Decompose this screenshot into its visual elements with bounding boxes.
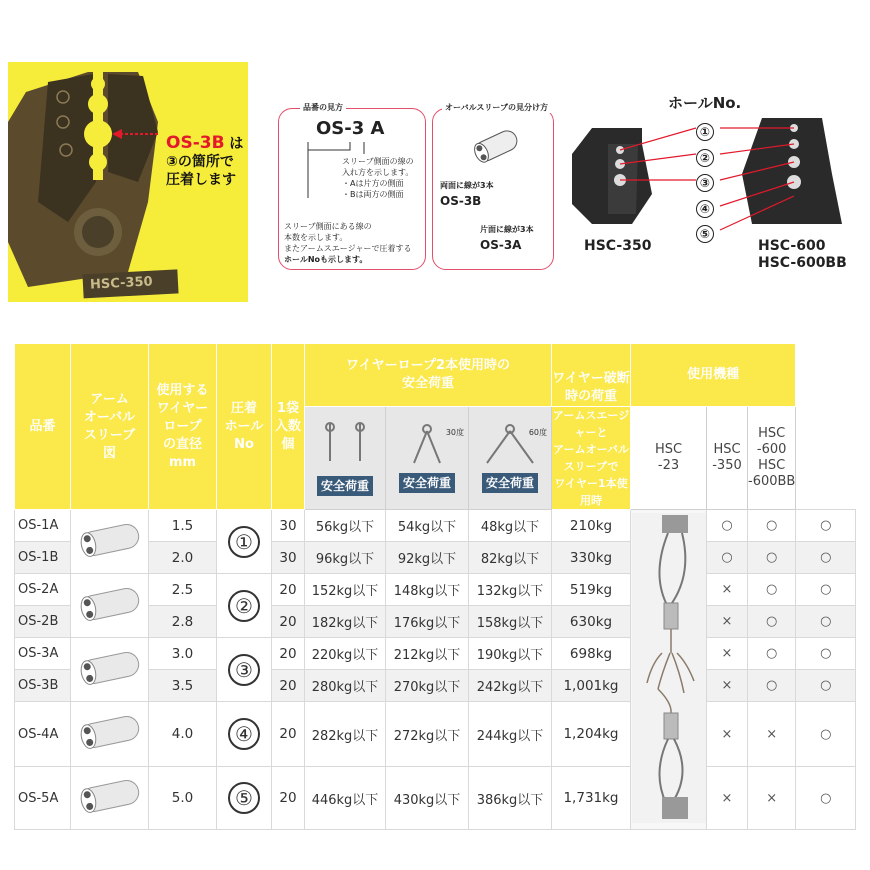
col-diameter-header: [149, 344, 217, 510]
cell-qty: 30: [272, 510, 305, 542]
hole-number-badge: ④: [228, 718, 260, 750]
cell-load-60: 244kg以下: [469, 702, 552, 767]
cell-load-60: 242kg以下: [469, 670, 552, 702]
safe-load-0deg-figure: [305, 407, 386, 510]
table-row: [15, 702, 856, 767]
identify-both-label: 両面に線が3本: [440, 181, 494, 190]
bottom-note-line: ホールNoも示します。: [284, 255, 368, 264]
cell-sleeve-figure: [71, 767, 149, 830]
cell-code: OS-1B: [15, 542, 71, 574]
cell-machine-hsc23: ○: [707, 542, 748, 574]
identify-sleeve-icon: [468, 126, 524, 166]
safe-label: 安全荷重: [399, 473, 455, 493]
header-line: 圧着: [230, 400, 257, 416]
callout-code: OS-3B: [166, 133, 225, 153]
cell-code: OS-3B: [15, 670, 71, 702]
cell-machine-hsc600: ○: [796, 510, 856, 542]
cell-load-60: 82kg以下: [469, 542, 552, 574]
header-line: ワイヤー1本使用時: [554, 477, 628, 507]
cell-load-0: 152kg以下: [305, 574, 386, 606]
howto-code-main: OS-3: [316, 118, 365, 139]
howto-code: [316, 118, 384, 139]
header-line: HSC: [654, 442, 683, 457]
header-line: 入数: [274, 418, 301, 434]
cell-code: OS-5A: [15, 767, 71, 830]
safe-label: 安全荷重: [482, 473, 538, 493]
cell-load-30: 54kg以下: [386, 510, 469, 542]
cell-load-60: 386kg以下: [469, 767, 552, 830]
angle-60-label: 60度: [528, 428, 547, 437]
cell-load-60: 48kg以下: [469, 510, 552, 542]
col-qty-header: [272, 344, 305, 510]
callout-line2: ③の箇所で: [166, 154, 234, 170]
cell-code: OS-2B: [15, 606, 71, 638]
cell-qty: 20: [272, 767, 305, 830]
cell-load-0: 56kg以下: [305, 510, 386, 542]
header-line: mm: [168, 454, 197, 470]
cell-qty: 20: [272, 670, 305, 702]
side-note-line: ・Aは片方の側面: [342, 179, 404, 188]
cell-hole: [217, 574, 272, 638]
machine-hsc600-header: [748, 407, 796, 510]
cell-break-load: 1,001kg: [552, 670, 631, 702]
hole-number-badge: ⑤: [228, 782, 260, 814]
howto-bottom-note: [284, 221, 424, 265]
holes-title: ホールNo.: [668, 94, 742, 112]
header-line: ホール: [224, 418, 264, 434]
cell-machine-hsc600: ○: [796, 542, 856, 574]
cell-diameter: 5.0: [149, 767, 217, 830]
callout-line3: 圧着します: [166, 172, 236, 188]
header-line: ロープ: [163, 418, 202, 434]
cell-machine-hsc600: ○: [796, 702, 856, 767]
cell-sleeve-figure: [71, 510, 149, 574]
callout-suffix: は: [224, 136, 244, 152]
cell-break-load: 210kg: [552, 510, 631, 542]
wire-test-photo: [632, 513, 706, 823]
cell-machine-hsc350: ○: [748, 510, 796, 542]
cell-qty: 20: [272, 574, 305, 606]
tool-left-label: HSC-350: [584, 238, 652, 254]
cell-diameter: 2.0: [149, 542, 217, 574]
cell-load-0: 182kg以下: [305, 606, 386, 638]
identify-title: オーバルスリーブの見分け方: [442, 102, 551, 113]
cell-qty: 20: [272, 606, 305, 638]
col-hole-header: [217, 344, 272, 510]
col-safe-load-header: [305, 344, 552, 407]
header-line: HSC: [758, 426, 786, 441]
cell-machine-hsc23: ×: [707, 574, 748, 606]
header-line: 使用する: [156, 382, 209, 398]
header-line: アームスエージャーと: [552, 409, 630, 439]
side-note-line: 入れ方を示します。: [342, 168, 414, 177]
cell-load-0: 446kg以下: [305, 767, 386, 830]
break-note: [552, 407, 631, 510]
hole-number: ②: [696, 149, 714, 167]
cell-break-load: 630kg: [552, 606, 631, 638]
bottom-note-line: スリーブ側面にある線の: [284, 222, 372, 231]
side-note-line: スリーブ側面の線の: [342, 157, 414, 166]
identify-both-code: OS-3B: [440, 194, 482, 208]
cell-machine-hsc350: ○: [748, 574, 796, 606]
hole-number: ①: [696, 123, 714, 141]
cell-machine-hsc600: ○: [796, 606, 856, 638]
cell-load-60: 132kg以下: [469, 574, 552, 606]
cell-machine-hsc350: ×: [748, 702, 796, 767]
table-row: [15, 767, 856, 830]
header-line: 図: [102, 445, 116, 461]
cell-sleeve-figure: [71, 702, 149, 767]
cell-machine-hsc23: ○: [707, 510, 748, 542]
cell-code: OS-2A: [15, 574, 71, 606]
header-line: -600: [756, 442, 787, 457]
cell-machine-hsc600: ○: [796, 574, 856, 606]
cell-load-0: 280kg以下: [305, 670, 386, 702]
cell-diameter: 2.5: [149, 574, 217, 606]
cell-machine-hsc350: ○: [748, 638, 796, 670]
hole-number: ③: [696, 174, 714, 192]
col-machines-header: 使用機種: [631, 344, 796, 407]
header-line: の直径: [162, 436, 202, 452]
cell-machine-hsc23: ×: [707, 767, 748, 830]
cell-machine-hsc600: ○: [796, 638, 856, 670]
cell-load-30: 212kg以下: [386, 638, 469, 670]
identify-one-label: 片面に線が3本: [480, 225, 534, 234]
header-line: No: [234, 436, 254, 452]
cell-wire-photo: [631, 510, 707, 830]
oval-sleeve-icon: [75, 648, 145, 688]
header-line: オーバル: [83, 409, 136, 425]
howto-title: 品番の見方: [300, 102, 346, 113]
cell-qty: 30: [272, 542, 305, 574]
machine-hsc350-header: [707, 407, 748, 510]
hole-number-badge: ②: [228, 590, 260, 622]
header-line: 安全荷重: [401, 376, 454, 391]
cell-break-load: 1,731kg: [552, 767, 631, 830]
oval-sleeve-icon: [75, 712, 145, 752]
cell-load-0: 282kg以下: [305, 702, 386, 767]
header-line: -23: [657, 458, 680, 473]
cell-load-30: 272kg以下: [386, 702, 469, 767]
photo-callout: [166, 134, 243, 189]
header-line: アーム: [90, 391, 129, 407]
cell-load-0: 96kg以下: [305, 542, 386, 574]
header-line: ワイヤー: [156, 400, 209, 416]
cell-machine-hsc350: ○: [748, 542, 796, 574]
header-line: HSC: [713, 442, 741, 457]
col-code-header: 品番: [15, 344, 71, 510]
header-line: 個: [281, 436, 295, 452]
cell-machine-hsc23: ×: [707, 606, 748, 638]
bottom-note-line: またアームスエージャーで圧着する: [284, 244, 412, 253]
howto-side-note: [342, 156, 424, 200]
header-line: HSC: [758, 458, 786, 473]
cell-load-60: 190kg以下: [469, 638, 552, 670]
cell-machine-hsc23: ×: [707, 638, 748, 670]
header-line: ワイヤー破断時の荷重: [552, 371, 630, 404]
cell-sleeve-figure: [71, 638, 149, 702]
sling-straight-icon: [310, 421, 380, 467]
cell-hole: [217, 510, 272, 574]
cell-qty: 20: [272, 638, 305, 670]
safe-load-30deg-figure: [386, 407, 469, 510]
machine-hsc23-header: [631, 407, 707, 510]
cell-diameter: 3.0: [149, 638, 217, 670]
cell-hole: [217, 638, 272, 702]
tool-photo-panel: [8, 62, 248, 302]
cell-code: OS-4A: [15, 702, 71, 767]
header-line: 1袋: [276, 400, 300, 416]
cell-load-30: 176kg以下: [386, 606, 469, 638]
howto-code-suffix: A: [370, 118, 385, 139]
oval-sleeve-icon: [75, 520, 145, 560]
hole-number: ④: [696, 200, 714, 218]
cell-diameter: 1.5: [149, 510, 217, 542]
table-row: [15, 574, 856, 606]
cell-load-30: 148kg以下: [386, 574, 469, 606]
cell-load-60: 158kg以下: [469, 606, 552, 638]
cell-diameter: 3.5: [149, 670, 217, 702]
header-line: アームオーバルスリーブで: [552, 443, 630, 473]
cell-sleeve-figure: [71, 574, 149, 638]
cell-machine-hsc23: ×: [707, 670, 748, 702]
side-note-line: ・Bは両方の側面: [342, 190, 404, 199]
identify-one-code: OS-3A: [480, 238, 522, 252]
cell-break-load: 519kg: [552, 574, 631, 606]
oval-sleeve-icon: [75, 584, 145, 624]
holes-number-list: [696, 118, 714, 246]
header-line: スリーブ: [83, 427, 136, 443]
cell-load-30: 92kg以下: [386, 542, 469, 574]
cell-break-load: 1,204kg: [552, 702, 631, 767]
cell-machine-hsc350: ×: [748, 767, 796, 830]
hole-number: ⑤: [696, 225, 714, 243]
safe-label: 安全荷重: [317, 476, 373, 496]
cell-qty: 20: [272, 702, 305, 767]
cell-load-0: 220kg以下: [305, 638, 386, 670]
safe-load-60deg-figure: [469, 407, 552, 510]
cell-break-load: 698kg: [552, 638, 631, 670]
bottom-note-line: 本数を示します。: [284, 233, 348, 242]
table-row: [15, 638, 856, 670]
header-line: -600BB: [748, 474, 796, 489]
cell-diameter: 4.0: [149, 702, 217, 767]
cell-machine-hsc350: ○: [748, 606, 796, 638]
cell-diameter: 2.8: [149, 606, 217, 638]
cell-code: OS-1A: [15, 510, 71, 542]
header-line: -350: [712, 458, 742, 473]
tool-right-label-1: HSC-600: [758, 238, 826, 254]
cell-load-30: 270kg以下: [386, 670, 469, 702]
col-break-header: [552, 344, 631, 407]
cell-machine-hsc23: ×: [707, 702, 748, 767]
table-row: [15, 510, 856, 542]
cell-code: OS-3A: [15, 638, 71, 670]
cell-hole: [217, 767, 272, 830]
hole-number-badge: ①: [228, 526, 260, 558]
header-line: ワイヤーロープ2本使用時の: [345, 358, 510, 373]
angle-30-label: 30度: [445, 428, 464, 437]
oval-sleeve-icon: [75, 776, 145, 816]
hole-number-badge: ③: [228, 654, 260, 686]
cell-machine-hsc600: ○: [796, 767, 856, 830]
spec-table: [14, 343, 856, 830]
tool-engraved-label: HSC-350: [89, 274, 153, 293]
col-figure-header: [71, 344, 149, 510]
cell-machine-hsc350: ○: [748, 670, 796, 702]
tool-right-label-2: HSC-600BB: [758, 255, 847, 271]
cell-hole: [217, 702, 272, 767]
cell-machine-hsc600: ○: [796, 670, 856, 702]
cell-break-load: 330kg: [552, 542, 631, 574]
cell-load-30: 430kg以下: [386, 767, 469, 830]
